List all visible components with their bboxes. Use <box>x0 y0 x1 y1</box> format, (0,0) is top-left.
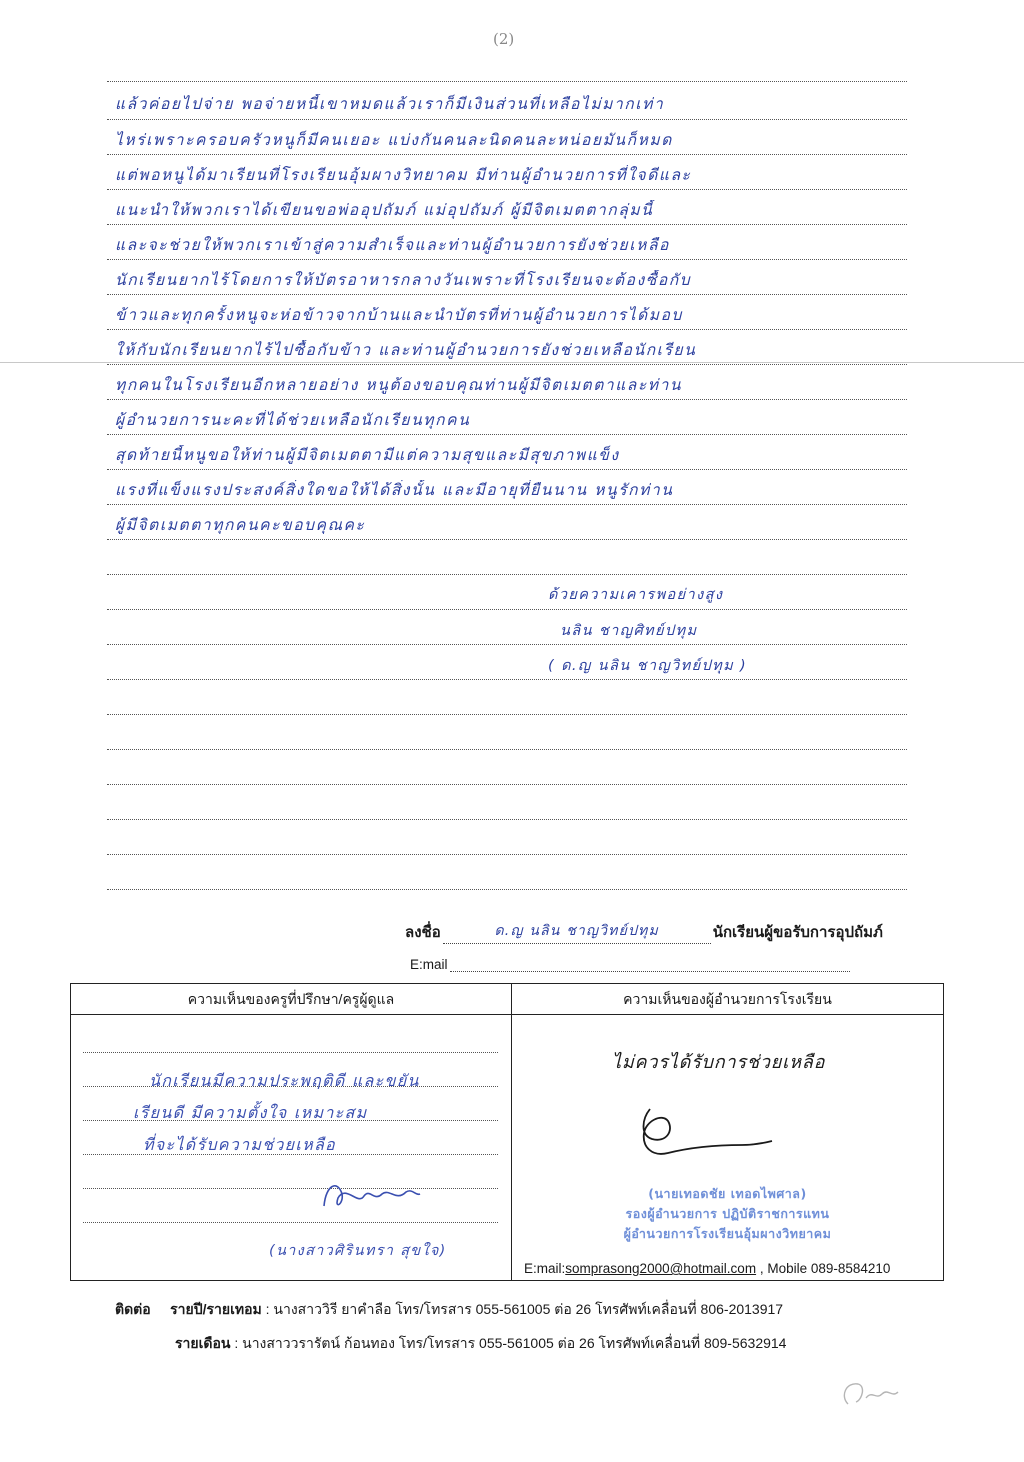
director-mobile: , Mobile 089-8584210 <box>756 1261 891 1276</box>
director-stamp-org: ผู้อำนวยการโรงเรียนอุ้มผางวิทยาคม <box>623 1226 832 1241</box>
writing-line <box>107 854 907 855</box>
letter-line: ข้าวและทุกครั้งหนูจะห่อข้าวจากบ้านและนำบัตรที่ท่านผู้อำนวยการได้มอบ <box>115 306 683 324</box>
letter-line: แต่พอหนูได้มาเรียนที่โรงเรียนอุ้มผางวิทยาคม มีท่านผู้อำนวยการที่ใจดีและ <box>115 166 692 184</box>
writing-line <box>107 81 907 82</box>
writing-line <box>107 609 907 610</box>
footer-contact-row-1 <box>115 1299 783 1321</box>
letter-closing: ด้วยความเคารพอย่างสูง <box>548 587 724 603</box>
footer-contact-label: ติดต่อ <box>115 1301 151 1317</box>
letter-line: และจะช่วยให้พวกเราเข้าสู่ความสำเร็จและท่านผู้อำนวยการยังช่วยเหลือ <box>115 236 670 254</box>
letter-signature: นลิน ชาญศิทย์ปทุม <box>560 623 698 639</box>
student-signature: ด.ญ นลิน ชาญวิทย์ปทุม <box>443 920 711 944</box>
letter-line: ผู้อำนวยการนะคะที่ได้ช่วยเหลือนักเรียนทุกคน <box>115 411 471 429</box>
writing-line <box>107 154 907 155</box>
student-email-line <box>410 957 850 972</box>
fold-crease <box>0 362 1024 363</box>
letter-line: ผู้มีจิตเมตตาทุกคนคะขอบคุณคะ <box>115 516 366 534</box>
advisor-comment-line: เรียนดี มีความตั้งใจ เหมาะสม <box>133 1103 368 1122</box>
writing-line <box>107 399 907 400</box>
writing-line <box>107 329 907 330</box>
email-field <box>450 971 850 972</box>
director-email-label: E:mail: <box>524 1261 566 1276</box>
writing-line <box>107 224 907 225</box>
corner-initials <box>836 1374 906 1414</box>
sign-label: ลงชื่อ <box>405 924 441 941</box>
writing-line <box>107 644 907 645</box>
letter-line: ไหร่เพราะครอบครัวหนูก็มีคนเยอะ แบ่งกันคนละนิดคนละหน่อยมันก็หมด <box>115 131 673 149</box>
writing-line <box>107 469 907 470</box>
advisor-comment-line: นักเรียนมีความประพฤติดี และขยัน <box>149 1071 420 1090</box>
letter-line: แล้วค่อยไปจ่าย พอจ่ายหนี้เขาหมดแล้วเราก็มีเงินส่วนที่เหลือไม่มากเท่า <box>115 95 665 113</box>
director-comment: ไม่ควรได้รับการช่วยเหลือ <box>612 1052 826 1073</box>
writing-line <box>107 294 907 295</box>
writing-line <box>107 539 907 540</box>
letter-line: ทุกคนในโรงเรียนอีกหลายอย่าง หนูต้องขอบคุณท่านผู้มีจิตเมตตาและท่าน <box>115 376 683 394</box>
director-stamp-name: (นายเทอดชัย เทอดไพศาล) <box>648 1186 807 1201</box>
director-comment-column <box>512 984 943 1280</box>
director-signature <box>622 1099 782 1169</box>
letter-line: นักเรียนยากไร้โดยการให้บัตรอาหารกลางวันเพราะที่โรงเรียนจะต้องซื้อกับ <box>115 271 692 289</box>
advisor-comment-column <box>71 984 512 1280</box>
footer-row2-label: รายเดือน <box>175 1335 231 1351</box>
advisor-comment-line: ที่จะได้รับความช่วยเหลือ <box>143 1135 336 1154</box>
advisor-signature <box>316 1176 426 1218</box>
footer-row1-label: รายปี/รายเทอม <box>170 1301 262 1317</box>
writing-line <box>107 819 907 820</box>
page-number: (2) <box>493 30 515 48</box>
writing-line <box>107 434 907 435</box>
writing-line <box>107 574 907 575</box>
writing-line <box>107 259 907 260</box>
writing-line <box>107 364 907 365</box>
advisor-header: ความเห็นของครูที่ปรึกษา/ครูผู้ดูแล <box>71 984 511 1015</box>
letter-line: ให้กับนักเรียนยากไร้ไปซื้อกับข้าว และท่านผู้อำนวยการยังช่วยเหลือนักเรียน <box>115 341 697 359</box>
student-sign-line <box>405 920 883 944</box>
comments-table <box>70 983 944 1281</box>
writing-line <box>107 749 907 750</box>
director-header: ความเห็นของผู้อำนวยการโรงเรียน <box>512 984 943 1015</box>
writing-line <box>107 119 907 120</box>
email-label: E:mail <box>410 957 448 972</box>
director-stamp-title: รองผู้อำนวยการ ปฏิบัติราชการแทน <box>625 1206 830 1221</box>
footer-row2-text: : นางสาววรารัตน์ ก้อนทอง โทร/โทรสาร 055-561005 ต่อ 26 โทรศัพท์เคลื่อนที่ 809-5632914 <box>230 1335 787 1351</box>
writing-line <box>107 889 907 890</box>
letter-printed-name: ( ด.ญ นลิน ชาญวิทย์ปทุม ) <box>548 658 748 674</box>
letter-line: แรงที่แข็งแรงประสงค์สิ่งใดขอให้ได้สิ่งนั้น และมีอายุที่ยืนนาน หนูรักท่าน <box>115 481 674 499</box>
comment-line <box>83 1052 498 1053</box>
footer-contact-row-2 <box>175 1333 786 1355</box>
sign-role: นักเรียนผู้ขอรับการอุปถัมภ์ <box>712 924 883 941</box>
director-contact <box>524 1261 890 1276</box>
writing-line <box>107 714 907 715</box>
letter-line: สุดท้ายนี้หนูขอให้ท่านผู้มีจิตเมตตามีแต่ความสุขและมีสุขภาพแข็ง <box>115 446 620 464</box>
writing-line <box>107 679 907 680</box>
letter-line: แนะนำให้พวกเราได้เขียนขอพ่ออุปถัมภ์ แม่อุปถัมภ์ ผู้มีจิตเมตตากลุ่มนี้ <box>115 201 654 219</box>
writing-line <box>107 504 907 505</box>
writing-line <box>107 784 907 785</box>
director-email-link[interactable]: somprasong2000@hotmail.com <box>565 1261 757 1276</box>
comment-line <box>83 1222 498 1223</box>
footer-row1-text: : นางสาววิรี ยาคำลือ โทร/โทรสาร 055-561005 ต่อ 26 โทรศัพท์เคลื่อนที่ 806-2013917 <box>261 1301 784 1317</box>
writing-line <box>107 189 907 190</box>
comment-line <box>83 1188 498 1189</box>
advisor-name: (นางสาวศิรินทรา สุขใจ) <box>269 1243 447 1259</box>
